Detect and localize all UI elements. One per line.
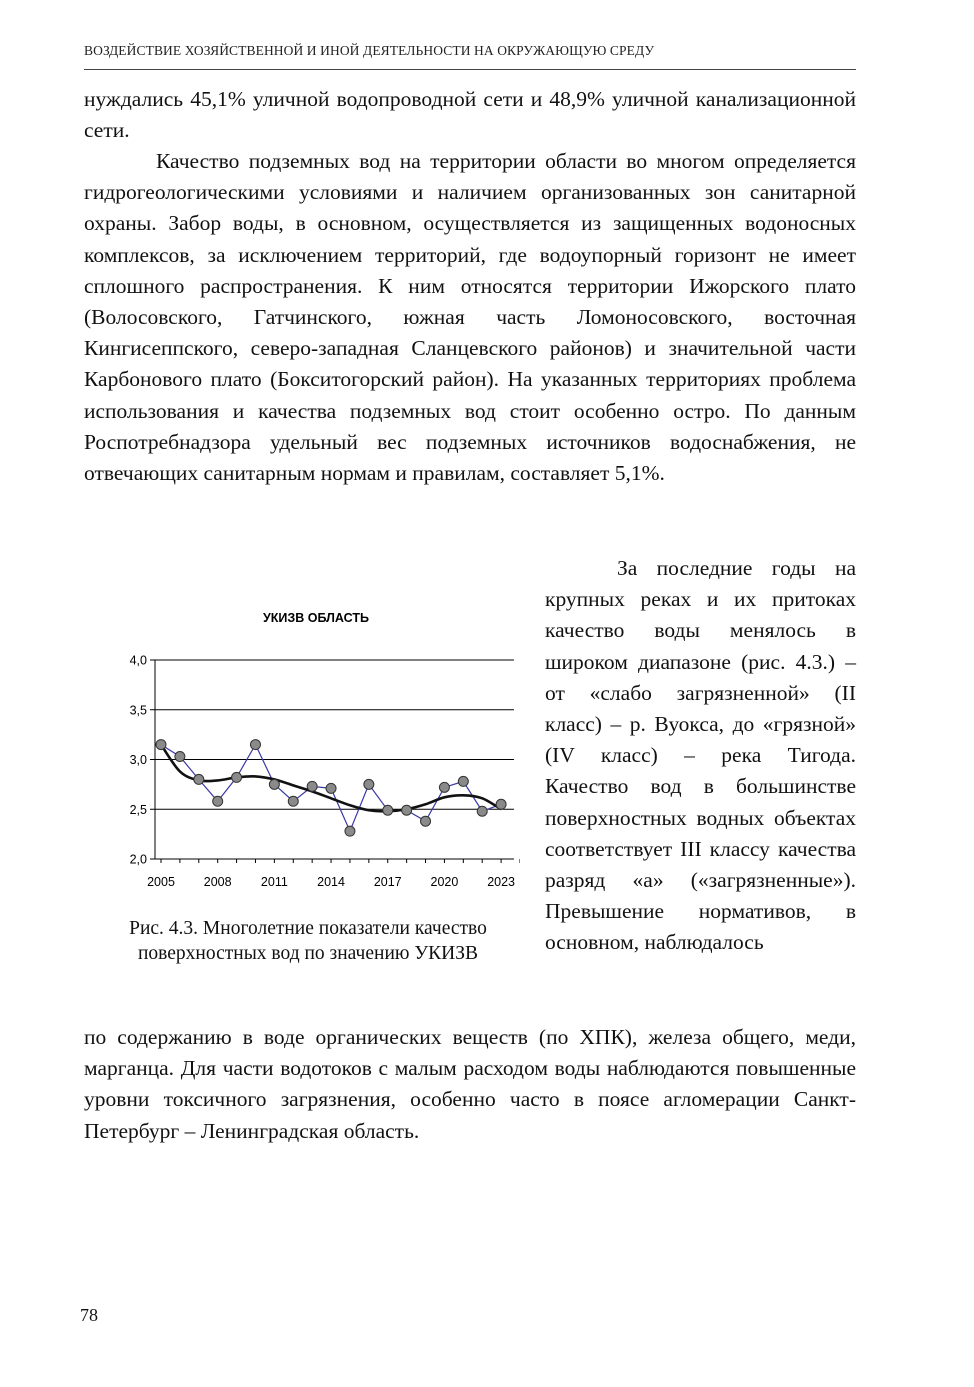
data-point	[421, 816, 431, 826]
chart-title: УКИЗВ ОБЛАСТЬ	[263, 611, 369, 625]
data-point	[458, 776, 468, 786]
data-point	[288, 796, 298, 806]
ukizv-chart	[100, 600, 520, 900]
x-tick-label: 2011	[260, 875, 288, 889]
data-point	[477, 806, 487, 816]
data-point	[364, 779, 374, 789]
data-point	[439, 782, 449, 792]
data-point	[402, 805, 412, 815]
x-tick-label: 2005	[147, 875, 175, 889]
data-point	[213, 796, 223, 806]
y-tick-label: 3,0	[129, 753, 147, 767]
series-line-trend	[161, 745, 501, 812]
data-point	[232, 772, 242, 782]
figure-4-3-chart	[100, 600, 520, 900]
page-number: 78	[80, 1305, 98, 1325]
y-tick-label: 2,0	[129, 852, 147, 867]
x-tick-label: 2020	[430, 875, 459, 889]
x-tick-label: 2023	[487, 875, 516, 889]
running-header: ВОЗДЕЙСТВИЕ ХОЗЯЙСТВЕННОЙ И ИНОЙ ДЕЯТЕЛЬНОСТИ НА ОКРУЖАЮЩУЮ СРЕДУ	[84, 43, 655, 58]
y-tick-label: 3,5	[129, 703, 147, 718]
paragraph-3: по содержанию в воде органических веществ (по ХПК), железа общего, меди, марганца. Для части водотоков с малым расходом воды наблюдаются повышенные уровни токсичного загрязнения, особенно часто в поясе агломерации Санкт-Петербург – Ленинградская область.	[84, 1025, 856, 1143]
data-point	[194, 774, 204, 784]
data-point	[326, 783, 336, 793]
data-point	[496, 799, 506, 809]
side-paragraph: За последние годы на крупных реках и их притоках качество воды менялось в широком диапазоне (рис. 4.3.) – от «слабо загрязненной» (II класс) – р. Вуокса, до «грязной» (IV класс) – река Тигода. Качество вод в большинстве поверхностных водных объектах соответствует III классу качества разряд «а» («загрязненные»). Превышение нормативов, в основном, наблюдалось	[545, 556, 856, 955]
data-point	[269, 779, 279, 789]
figure-caption: Рис. 4.3. Многолетние показатели качество поверхностных вод по значению УКИЗВ	[129, 918, 487, 964]
data-point	[250, 740, 260, 750]
y-tick-label: 4,0	[129, 653, 147, 668]
data-point	[307, 781, 317, 791]
x-tick-label: 2017	[373, 875, 402, 889]
data-point	[156, 740, 166, 750]
data-point	[383, 805, 393, 815]
x-tick-label: 2014	[317, 875, 345, 889]
paragraph-2: Качество подземных вод на территории области во многом определяется гидрогеологическими условиями и наличием организованных зон санитарной охраны. Забор воды, в основном, осуществляется из защищенных водоносных комплексов, за исключением территорий, где водоупорный горизонт не имеет сплошного распространения. К ним относятся территории Ижорского плато (Волосовского, Гатчинского, южная часть Ломоносовского, восточная Кингисеппского, северо-западная Сланцевского районов) и значительной части Карбонового плато (Бокситогорский район). На указанных территориях проблема использования и качества подземных вод стоит особенно остро. По данным Роспотребнадзора удельный вес подземных источников водоснабжения, не отвечающих санитарным нормам и правилам, составляет 5,1%.	[84, 149, 856, 486]
x-tick-label: 2008	[203, 875, 232, 889]
paragraph-1: нуждались 45,1% уличной водопроводной сети и 48,9% уличной канализационной сети.	[84, 87, 856, 143]
data-point	[345, 826, 355, 836]
data-point	[175, 752, 185, 762]
y-tick-label: 2,5	[129, 802, 147, 817]
header-rule	[84, 69, 856, 70]
